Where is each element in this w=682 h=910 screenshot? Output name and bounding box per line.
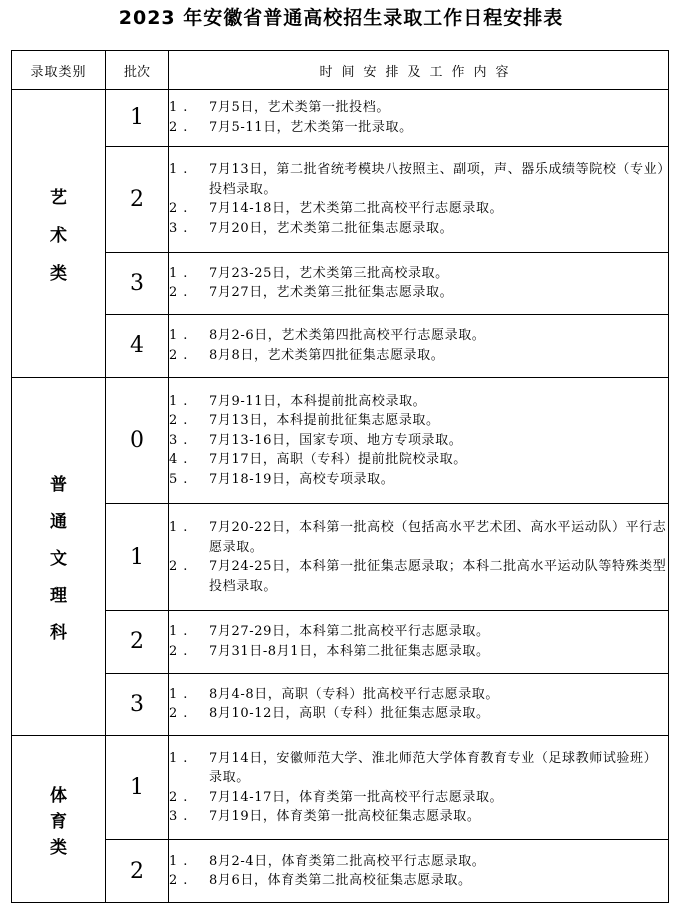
schedule-item: 2. 8月10-12日，高职（专科）批征集志愿录取。: [169, 706, 490, 722]
schedule-item: 2. 7月13日，本科提前批征集志愿录取。: [169, 413, 440, 429]
schedule-table: [11, 50, 669, 903]
category-label: 普 通 文 理 科: [50, 475, 67, 644]
content-cell: [169, 315, 669, 378]
schedule-item: 1. 8月2-6日，艺术类第四批高校平行志愿录取。: [169, 328, 486, 344]
table-row: [12, 673, 669, 736]
batch-cell: 0: [106, 377, 169, 503]
schedule-item: 1. 7月14日，安徽师范大学、淮北师范大学体育教育专业（足球教师试验班）录取。: [169, 750, 658, 786]
schedule-item: 2. 7月24-25日，本科第一批征集志愿录取；本科二批高水平运动队等特殊类型投档录取。: [169, 559, 667, 594]
category-cell-general: [12, 377, 106, 736]
batch-cell: 4: [106, 315, 169, 378]
header-category: 录取类别: [12, 51, 106, 90]
page-title: 2023 年安徽省普通高校招生录取工作日程安排表: [118, 7, 564, 29]
schedule-item: 1. 7月23-25日，艺术类第三批高校录取。: [169, 265, 449, 281]
content-cell: [169, 673, 669, 736]
schedule-item: 5. 7月18-19日，高校专项录取。: [169, 471, 395, 487]
header-content: 时间安排及工作内容: [169, 51, 669, 90]
batch-cell: 2: [106, 611, 169, 674]
schedule-item: 1. 7月5日，艺术类第一批投档。: [169, 100, 390, 116]
batch-cell: 3: [106, 252, 169, 315]
content-cell: [169, 736, 669, 840]
schedule-item: 2. 8月8日，艺术类第四批征集志愿录取。: [169, 347, 445, 363]
table-row: [12, 146, 669, 252]
table-row: [12, 90, 669, 147]
batch-cell: 1: [106, 504, 169, 611]
table-row: [12, 611, 669, 674]
schedule-item: 3. 7月13-16日，国家专项、地方专项录取。: [169, 432, 463, 448]
header-batch: 批次: [106, 51, 169, 90]
content-cell: [169, 611, 669, 674]
table-header-row: [12, 51, 669, 90]
schedule-item: 4. 7月17日，高职（专科）提前批院校录取。: [169, 452, 467, 468]
category-cell-sports: [12, 736, 106, 903]
table-row: [12, 504, 669, 611]
schedule-item: 3. 7月19日，体育类第一批高校征集志愿录取。: [169, 809, 481, 825]
schedule-item: 1. 7月13日，第二批省统考模块八按照主、副项，声、器乐成绩等院校（专业）投档录取。: [169, 162, 665, 197]
schedule-item: 2. 7月27日，艺术类第三批征集志愿录取。: [169, 285, 454, 301]
category-label: 体 育 类: [50, 785, 67, 858]
schedule-item: 2. 7月31日-8月1日，本科第二批征集志愿录取。: [169, 643, 490, 659]
category-label: 艺 术 类: [50, 187, 67, 284]
batch-cell: 2: [106, 146, 169, 252]
schedule-item: 1. 8月2-4日，体育类第二批高校平行志愿录取。: [169, 853, 486, 869]
batch-cell: 2: [106, 840, 169, 903]
table-row: [12, 736, 669, 840]
schedule-item: 3. 7月20日，艺术类第二批征集志愿录取。: [169, 220, 454, 236]
schedule-item: 1. 7月27-29日，本科第二批高校平行志愿录取。: [169, 624, 490, 640]
content-cell: [169, 90, 669, 147]
table-row: [12, 377, 669, 503]
batch-cell: 3: [106, 673, 169, 736]
content-cell: [169, 252, 669, 315]
table-row: [12, 840, 669, 903]
batch-cell: 1: [106, 736, 169, 840]
schedule-item: 1. 7月20-22日，本科第一批高校（包括高水平艺术团、高水平运动队）平行志愿录取。: [169, 520, 667, 555]
schedule-item: 2. 7月14-18日，艺术类第二批高校平行志愿录取。: [169, 201, 504, 217]
table-row: [12, 315, 669, 378]
content-cell: [169, 146, 669, 252]
schedule-item: 2. 7月14-17日，体育类第一批高校平行志愿录取。: [169, 789, 504, 805]
content-cell: [169, 377, 669, 503]
schedule-item: 2. 8月6日，体育类第二批高校征集志愿录取。: [169, 873, 472, 889]
category-cell-art: [12, 90, 106, 378]
schedule-item: 1. 8月4-8日，高职（专科）批高校平行志愿录取。: [169, 686, 500, 702]
content-cell: [169, 840, 669, 903]
table-row: [12, 252, 669, 315]
batch-cell: 1: [106, 90, 169, 147]
schedule-item: 1. 7月9-11日，本科提前批高校录取。: [169, 393, 427, 409]
schedule-item: 2. 7月5-11日，艺术类第一批录取。: [169, 119, 413, 135]
content-cell: [169, 504, 669, 611]
